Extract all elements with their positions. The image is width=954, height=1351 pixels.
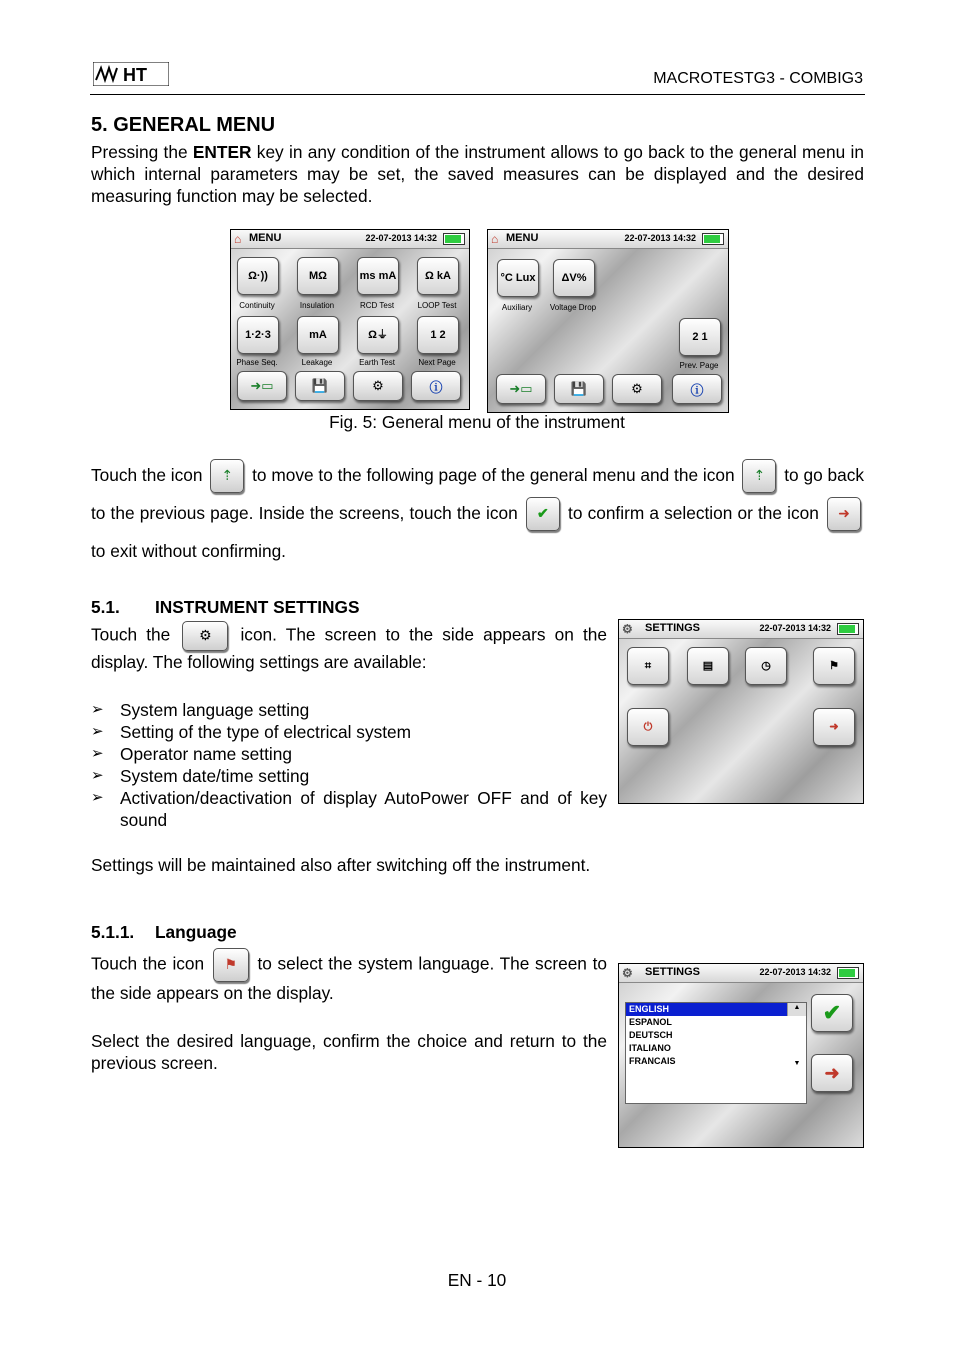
- continuity-label: Continuity: [239, 301, 275, 310]
- prev-page-label: Prev. Page: [679, 361, 719, 370]
- home-icon: ⌂: [234, 232, 242, 246]
- settings-text-a: Touch the: [91, 624, 180, 645]
- rcd-test-label: RCD Test: [359, 301, 395, 310]
- language-option[interactable]: ITALIANO: [629, 1043, 671, 1053]
- memory-icon[interactable]: 💾: [295, 371, 345, 401]
- language-instructions: Select the desired language, confirm the choice and return to the previous screen.: [91, 1031, 607, 1073]
- settings-icon[interactable]: ⚙: [612, 374, 662, 404]
- nav-text-b: to move to the following page of the general menu and the icon: [247, 465, 740, 485]
- leakage-label: Leakage: [301, 358, 333, 367]
- language-text-a: Touch the icon: [91, 953, 210, 974]
- operator-name-icon[interactable]: ▤: [687, 647, 729, 685]
- exit-icon[interactable]: ➜: [813, 708, 855, 746]
- status-bar: [488, 230, 728, 249]
- settings-heading-number: 5.1.: [91, 597, 120, 617]
- battery-icon: [837, 623, 859, 635]
- enter-key-label: ENTER: [192, 142, 252, 162]
- battery-icon: [443, 233, 465, 245]
- intro-post: key in any condition of the instrument allows to go back to the general menu in which internal parameters may be set, the saved measures can be displayed and the desired measuring function may be selected.: [91, 142, 864, 206]
- transfer-icon[interactable]: ➜▭: [237, 371, 287, 401]
- language-heading-number: 5.1.1.: [91, 922, 135, 942]
- status-bar: [619, 620, 863, 639]
- language-icon[interactable]: ⚑: [813, 647, 855, 685]
- earth-test-icon[interactable]: Ω⏚: [357, 316, 399, 354]
- confirm-check-icon: ✔: [526, 497, 560, 531]
- language-option[interactable]: DEUTSCH: [629, 1030, 673, 1040]
- prev-page-icon: ⇡: [742, 459, 776, 493]
- logo-text: HT: [123, 65, 147, 85]
- home-icon: ⌂: [491, 232, 499, 246]
- document-name: MACROTESTG3 - COMBIG3: [653, 70, 863, 87]
- loop-test-label: LOOP Test: [417, 301, 457, 310]
- settings-icon[interactable]: ⚙: [353, 371, 403, 401]
- settings-text-b: icon. The screen to the side appears on the display. The following settings are available:: [91, 624, 607, 672]
- list-item: ➢ Activation/deactivation of display AutoPower OFF and of key sound: [91, 787, 607, 831]
- screen-date: 22-07-2013 14:32: [759, 967, 831, 977]
- exit-icon: ➜: [827, 497, 861, 531]
- phase-seq-label: Phase Seq.: [236, 358, 278, 367]
- screen-title: SETTINGS: [645, 966, 701, 978]
- nav-text-c: to go back to the previous page. Inside the screens, touch the icon: [91, 465, 864, 523]
- settings-list: [91, 699, 607, 831]
- section-title: 5. GENERAL MENU: [91, 114, 276, 136]
- settings-intro: [91, 621, 607, 674]
- screen-title: SETTINGS: [645, 622, 701, 634]
- transfer-icon[interactable]: ➜▭: [496, 374, 546, 404]
- nav-text-a: Touch the icon: [91, 465, 208, 485]
- exit-icon[interactable]: ➜: [811, 1054, 853, 1092]
- language-icon: ⚑: [213, 948, 249, 982]
- language-heading: Language: [155, 922, 237, 942]
- language-screen: [618, 963, 864, 1148]
- earth-test-label: Earth Test: [359, 358, 395, 367]
- scrollbar[interactable]: ▲ ▼: [787, 1003, 806, 1016]
- status-bar: [619, 964, 863, 983]
- navigation-paragraph: [91, 456, 864, 570]
- list-item: ➢ Operator name setting: [91, 743, 607, 765]
- menu-screen-page-1: [230, 229, 470, 410]
- screen-title: MENU: [249, 232, 282, 244]
- nav-text-d: to confirm a selection or the icon: [562, 503, 824, 523]
- battery-icon: [837, 967, 859, 979]
- voltage-drop-icon[interactable]: ΔV%: [553, 259, 595, 297]
- leakage-icon[interactable]: mA: [297, 316, 339, 354]
- list-item: ➢ System date/time setting: [91, 765, 607, 787]
- prev-page-icon[interactable]: 2 1: [679, 318, 721, 356]
- language-intro: [91, 948, 607, 1005]
- screen-date: 22-07-2013 14:32: [624, 233, 696, 243]
- rcd-test-icon[interactable]: ms mA: [357, 257, 399, 295]
- figure-caption: Fig. 5: General menu of the instrument: [329, 412, 625, 432]
- phase-seq-icon[interactable]: 1·2·3: [237, 316, 279, 354]
- language-option[interactable]: ENGLISH: [626, 1003, 806, 1016]
- settings-icon: ⚙: [182, 621, 228, 651]
- ht-logo: [93, 62, 169, 86]
- voltage-drop-label: Voltage Drop: [549, 303, 597, 312]
- confirm-check-icon[interactable]: ✔: [811, 994, 853, 1032]
- gear-icon: ⚙: [622, 966, 633, 980]
- language-option[interactable]: FRANCAIS: [629, 1056, 676, 1066]
- header-divider: [90, 94, 865, 95]
- electrical-system-icon[interactable]: ⌗: [627, 647, 669, 685]
- list-item: ➢ Setting of the type of electrical system: [91, 721, 607, 743]
- next-page-label: Next Page: [418, 358, 456, 367]
- info-icon[interactable]: ⓘ: [411, 371, 461, 401]
- loop-test-icon[interactable]: Ω kA: [417, 257, 459, 295]
- battery-icon: [702, 233, 724, 245]
- next-page-icon: ⇡: [210, 459, 244, 493]
- next-page-icon[interactable]: 1 2: [417, 316, 459, 354]
- language-text-b: to select the system language. The screen to the side appears on the display.: [91, 953, 607, 1003]
- date-time-icon[interactable]: ◷: [745, 647, 787, 685]
- autopower-sound-icon[interactable]: ⏻: [627, 708, 669, 746]
- gear-icon: ⚙: [622, 622, 633, 636]
- auxiliary-icon[interactable]: °C Lux: [497, 259, 539, 297]
- menu-screen-page-2: [487, 229, 729, 413]
- language-list[interactable]: [625, 1002, 807, 1104]
- settings-screen: [618, 619, 864, 804]
- insulation-label: Insulation: [299, 301, 335, 310]
- settings-note: Settings will be maintained also after switching off the instrument.: [91, 855, 591, 875]
- settings-heading: INSTRUMENT SETTINGS: [155, 597, 360, 617]
- status-bar: [231, 230, 469, 249]
- intro-paragraph: [91, 141, 864, 207]
- auxiliary-label: Auxiliary: [501, 303, 533, 312]
- memory-icon[interactable]: 💾: [554, 374, 604, 404]
- language-option[interactable]: ESPANOL: [629, 1017, 672, 1027]
- continuity-icon[interactable]: Ω·)): [237, 257, 279, 295]
- screen-date: 22-07-2013 14:32: [759, 623, 831, 633]
- info-icon[interactable]: ⓘ: [672, 374, 722, 404]
- nav-text-e: to exit without confirming.: [91, 541, 286, 561]
- screen-title: MENU: [506, 232, 539, 244]
- screen-date: 22-07-2013 14:32: [365, 233, 437, 243]
- intro-pre: Pressing the: [91, 142, 193, 162]
- list-item: ➢ System language setting: [91, 699, 607, 721]
- insulation-icon[interactable]: MΩ: [297, 257, 339, 295]
- page-number: EN - 10: [447, 1270, 507, 1290]
